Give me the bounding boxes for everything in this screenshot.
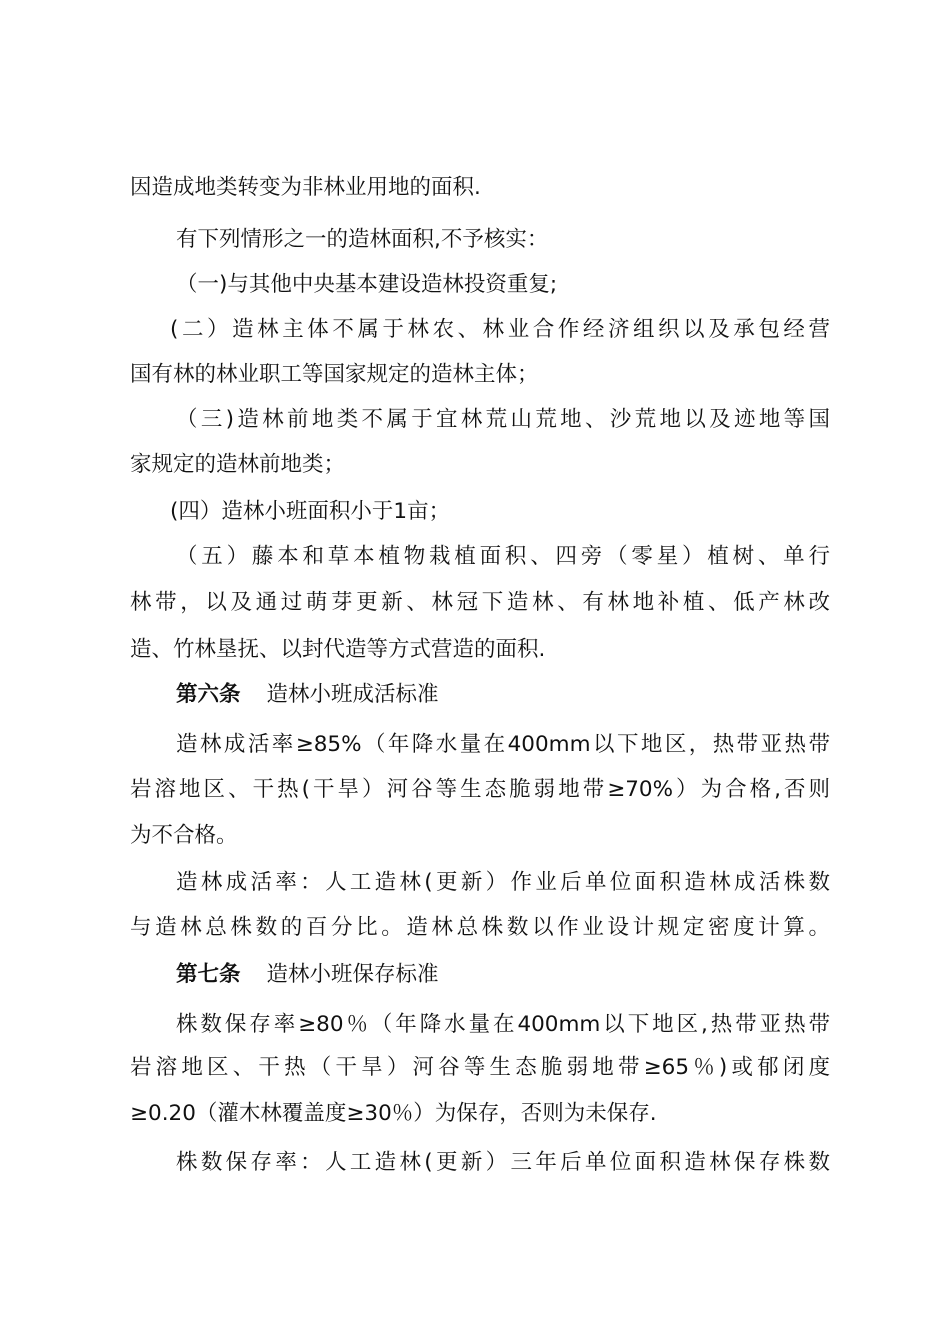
paragraph-line: （三)造林前地类不属于宜林荒山荒地、沙荒地以及迹地等国 (176, 407, 830, 432)
paragraph-line: 造林成活率：人工造林(更新）作业后单位面积造林成活株数 (176, 870, 830, 895)
article-6-heading (176, 680, 830, 710)
article-7-title: 造林小班保存标准 (266, 962, 439, 987)
paragraph-line: 因造成地类转变为非林业用地的面积. (130, 175, 481, 200)
article-6-title: 造林小班成活标准 (266, 682, 439, 707)
paragraph-line: 家规定的造林前地类； (130, 452, 346, 477)
article-7-heading (176, 960, 830, 990)
paragraph-line: 株数保存率≥80％（年降水量在400mm以下地区,热带亚热带 (176, 1012, 830, 1037)
paragraph-line: 国有林的林业职工等国家规定的造林主体； (130, 362, 539, 387)
paragraph-line: （五）藤本和草本植物栽植面积、四旁（零星）植树、单行 (176, 544, 830, 569)
article-6-number: 第六条 (176, 682, 241, 707)
paragraph-line: 岩溶地区、干热（干旱）河谷等生态脆弱地带≥65％)或郁闭度 (130, 1055, 830, 1080)
paragraph-line: 为不合格。 (130, 823, 238, 848)
paragraph-line: 株数保存率：人工造林(更新）三年后单位面积造林保存株数 (176, 1150, 830, 1175)
paragraph-line: ≥0.20（灌木林覆盖度≥30％）为保存，否则为未保存. (130, 1101, 657, 1126)
paragraph-line: 造、竹林垦抚、以封代造等方式营造的面积. (130, 637, 546, 662)
paragraph-line: 林带，以及通过萌芽更新、林冠下造林、有林地补植、低产林改 (130, 590, 830, 615)
paragraph-line: 造林成活率≥85%（年降水量在400mm以下地区，热带亚热带 (176, 732, 830, 757)
paragraph-line: (二）造林主体不属于林农、林业合作经济组织以及承包经营 (170, 317, 830, 342)
article-7-number: 第七条 (176, 962, 241, 987)
paragraph-line: （一)与其他中央基本建设造林投资重复; (176, 272, 558, 297)
paragraph-line: (四）造林小班面积小于1亩； (170, 499, 451, 524)
paragraph-line: 与造林总株数的百分比。造林总株数以作业设计规定密度计算。 (130, 915, 830, 940)
paragraph-line: 有下列情形之一的造林面积,不予核实： (176, 227, 549, 252)
paragraph-line: 岩溶地区、干热(干旱）河谷等生态脆弱地带≥70%）为合格,否则 (130, 777, 830, 802)
